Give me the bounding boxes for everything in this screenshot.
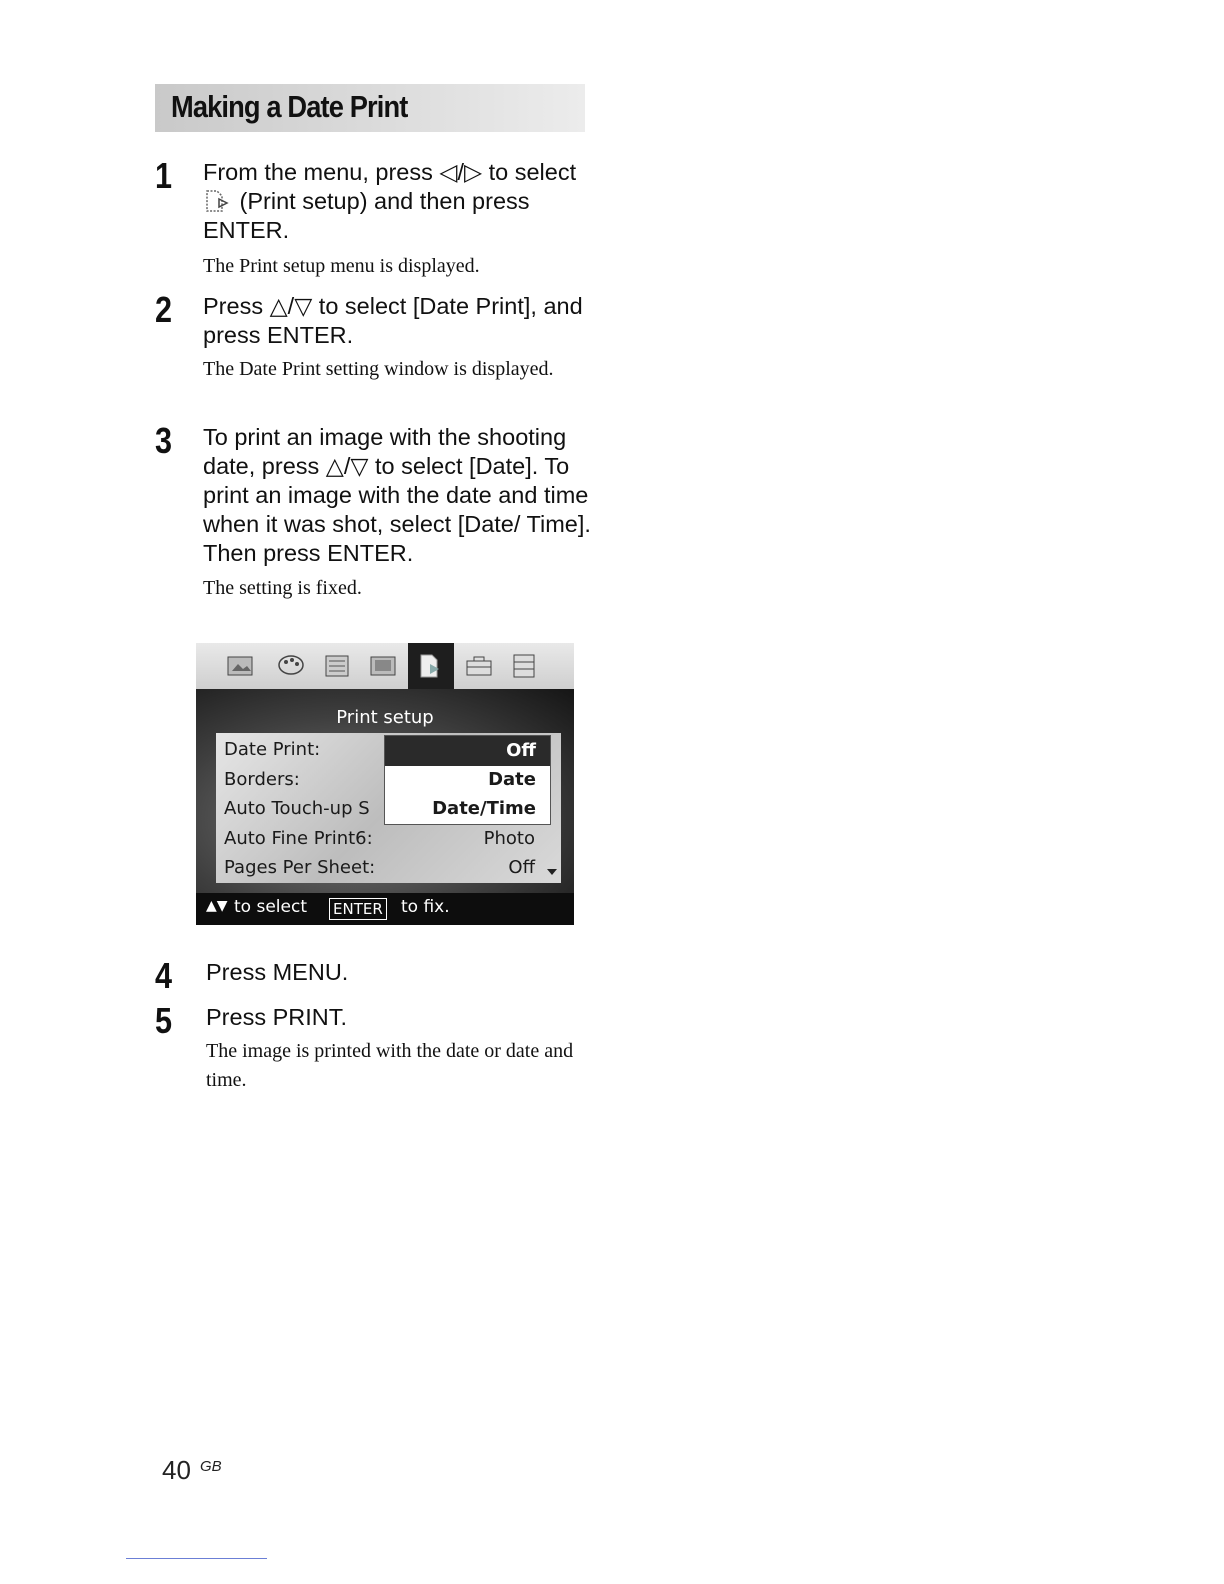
section-title: Making a Date Print xyxy=(171,89,408,124)
menu-item-borders[interactable]: Borders: xyxy=(224,769,300,790)
menu-value-auto-fine-print: Photo xyxy=(483,828,535,849)
scroll-down-icon[interactable] xyxy=(547,869,557,875)
step-instruction xyxy=(203,158,595,245)
up-down-arrows-icon: ▲▼ xyxy=(206,898,228,914)
step-2 xyxy=(155,289,595,412)
section-title-bar xyxy=(155,84,585,132)
step-5 xyxy=(155,1000,595,1098)
step-1 xyxy=(155,155,595,283)
option-date[interactable]: Date xyxy=(488,769,536,790)
page-number: 40 xyxy=(162,1455,191,1485)
lcd-display xyxy=(196,689,574,925)
step-3 xyxy=(155,420,595,603)
step-number: 4 xyxy=(155,955,173,996)
step-instruction: Press MENU. xyxy=(206,959,349,985)
menu-item-pages-per-sheet[interactable]: Pages Per Sheet: xyxy=(224,857,376,878)
slideshow-icon[interactable] xyxy=(369,653,399,679)
lcd-footer-hint xyxy=(196,893,574,925)
step-instruction-part1: From the menu, press ◁/▷ to select xyxy=(203,159,577,185)
step-number: 1 xyxy=(155,155,173,196)
settings-menu xyxy=(216,733,561,883)
step-4 xyxy=(155,955,595,998)
step-instruction: Press △/▽ to select [Date Print], and press ENTER. xyxy=(203,293,583,348)
step-note: The setting is fixed. xyxy=(203,577,362,599)
menu-item-auto-fine-print[interactable]: Auto Fine Print6: xyxy=(224,828,373,849)
step-instruction-part2: (Print setup) and then press ENTER. xyxy=(203,188,530,243)
menu-screen-capture xyxy=(196,643,574,925)
menu-item-auto-touch-up[interactable]: Auto Touch-up S xyxy=(224,798,370,819)
edit-image-icon[interactable] xyxy=(226,653,256,679)
step-number: 3 xyxy=(155,420,173,461)
toolbox-icon[interactable] xyxy=(464,653,494,679)
option-off[interactable]: Off xyxy=(506,740,536,761)
footer-fix-text: to fix. xyxy=(401,897,450,917)
menu-toolbar xyxy=(196,643,574,689)
footer-select-text: to select xyxy=(234,897,307,917)
footer-divider xyxy=(126,1558,267,1559)
index-print-icon[interactable] xyxy=(323,653,353,679)
print-setup-icon xyxy=(203,189,233,213)
step-note: The Print setup menu is displayed. xyxy=(203,255,480,277)
screen-title: Print setup xyxy=(336,707,434,728)
step-note: The image is printed with the date or date and time. xyxy=(206,1040,574,1091)
creative-print-icon[interactable] xyxy=(276,653,306,679)
print-setup-tab-icon[interactable] xyxy=(416,653,446,679)
step-note: The Date Print setting window is displayed. xyxy=(203,358,554,380)
page-language-code: GB xyxy=(200,1458,222,1475)
step-instruction: Press PRINT. xyxy=(206,1004,348,1030)
step-number: 5 xyxy=(155,1000,173,1041)
date-print-dropdown[interactable] xyxy=(384,735,551,825)
option-date-time[interactable]: Date/Time xyxy=(432,798,536,819)
menu-item-date-print[interactable]: Date Print: xyxy=(224,739,321,760)
step-number: 2 xyxy=(155,289,173,330)
step-instruction: To print an image with the shooting date, press △/▽ to select [Date]. To print an image with the date and time when it was shot, select [Date/ Time]. Then press ENTER. xyxy=(203,424,591,566)
enter-key-icon: ENTER xyxy=(329,898,387,920)
menu-value-pages-per-sheet: Off xyxy=(508,857,535,878)
settings-list-icon[interactable] xyxy=(509,653,539,679)
